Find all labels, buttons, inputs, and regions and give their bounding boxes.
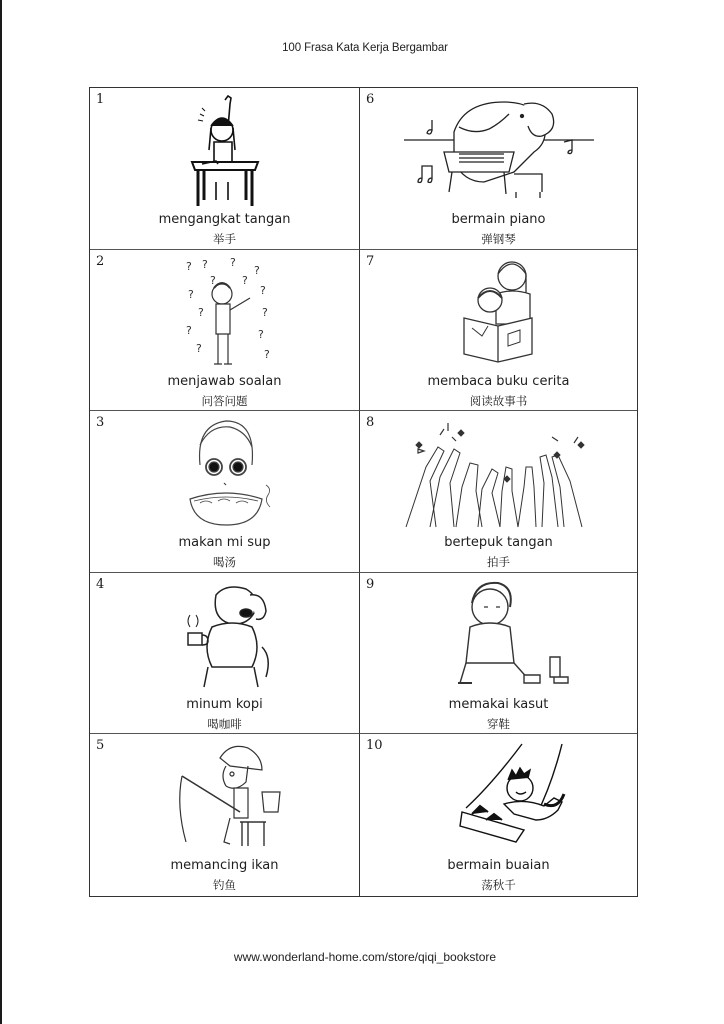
- card-number: 6: [366, 92, 375, 107]
- card-8: [360, 411, 637, 573]
- svg-text:?: ?: [209, 273, 216, 287]
- malay-phrase: menjawab soalan: [167, 373, 282, 389]
- mother-child-reading-illustration: [404, 254, 594, 372]
- svg-text:?: ?: [261, 305, 268, 319]
- card-number: 10: [366, 738, 383, 754]
- card-4: [90, 573, 360, 735]
- chinese-phrase: 问答问题: [201, 393, 248, 408]
- malay-phrase: mengangkat tangan: [158, 212, 291, 227]
- chinese-phrase: 穿鞋: [487, 716, 510, 731]
- boy-fishing-illustration: [130, 738, 320, 856]
- card-number: 3: [96, 415, 105, 431]
- boy-on-swing-illustration: [404, 738, 594, 856]
- malay-phrase: minum kopi: [186, 696, 263, 712]
- chinese-phrase: 喝咖啡: [207, 716, 242, 731]
- card-number: 2: [96, 253, 105, 269]
- malay-phrase: bermain piano: [451, 212, 546, 227]
- card-5: [90, 734, 360, 896]
- girl-raising-hand-illustration: [130, 92, 320, 210]
- card-2: [90, 250, 360, 412]
- svg-text:?: ?: [185, 259, 192, 273]
- card-9: [360, 573, 637, 735]
- svg-text:?: ?: [187, 287, 194, 301]
- card-number: 5: [96, 738, 105, 754]
- svg-text:?: ?: [195, 341, 202, 355]
- svg-text:?: ?: [185, 323, 192, 337]
- chinese-phrase: 弹钢琴: [481, 232, 516, 246]
- svg-text:?: ?: [259, 283, 266, 297]
- svg-text:?: ?: [229, 255, 236, 269]
- boy-putting-on-shoes-illustration: [404, 577, 594, 695]
- chinese-phrase: 举手: [213, 232, 236, 246]
- card-7: [360, 250, 637, 412]
- card-6: [360, 88, 637, 250]
- hands-clapping-illustration: [404, 415, 594, 533]
- flashcard-grid: [89, 87, 638, 897]
- page-title: 100 Frasa Kata Kerja Bergambar: [282, 42, 448, 54]
- elephant-playing-piano-illustration: [404, 92, 594, 210]
- dog-drinking-coffee-illustration: [130, 577, 320, 695]
- card-10: [360, 734, 637, 896]
- malay-phrase: memancing ikan: [170, 858, 279, 874]
- malay-phrase: memakai kasut: [448, 696, 549, 712]
- malay-phrase: bermain buaian: [447, 858, 550, 874]
- chinese-phrase: 阅读故事书: [469, 393, 528, 408]
- card-number: 4: [96, 576, 105, 592]
- svg-text:?: ?: [201, 257, 208, 271]
- footer-url: www.wonderland-home.com/store/qiqi_bookstore: [233, 950, 497, 964]
- boy-with-question-marks-illustration: [130, 254, 320, 372]
- malay-phrase: membaca buku cerita: [427, 373, 570, 389]
- chinese-phrase: 钓鱼: [213, 878, 236, 893]
- card-3: [90, 411, 360, 573]
- card-number: 8: [366, 415, 375, 431]
- svg-text:?: ?: [241, 273, 248, 287]
- svg-text:?: ?: [197, 305, 204, 319]
- malay-phrase: makan mi sup: [178, 535, 271, 551]
- card-number: 9: [366, 576, 375, 592]
- chinese-phrase: 荡秋千: [481, 878, 516, 893]
- chinese-phrase: 拍手: [487, 555, 510, 570]
- svg-text:?: ?: [253, 263, 260, 277]
- chinese-phrase: 喝汤: [213, 555, 236, 570]
- boy-eating-soup-illustration: [130, 415, 320, 533]
- svg-text:?: ?: [257, 327, 264, 341]
- card-number: 7: [366, 253, 375, 269]
- svg-text:?: ?: [263, 347, 270, 361]
- page-left-edge: [0, 0, 2, 1024]
- malay-phrase: bertepuk tangan: [444, 535, 553, 551]
- card-number: 1: [96, 92, 105, 107]
- card-1: [90, 88, 360, 250]
